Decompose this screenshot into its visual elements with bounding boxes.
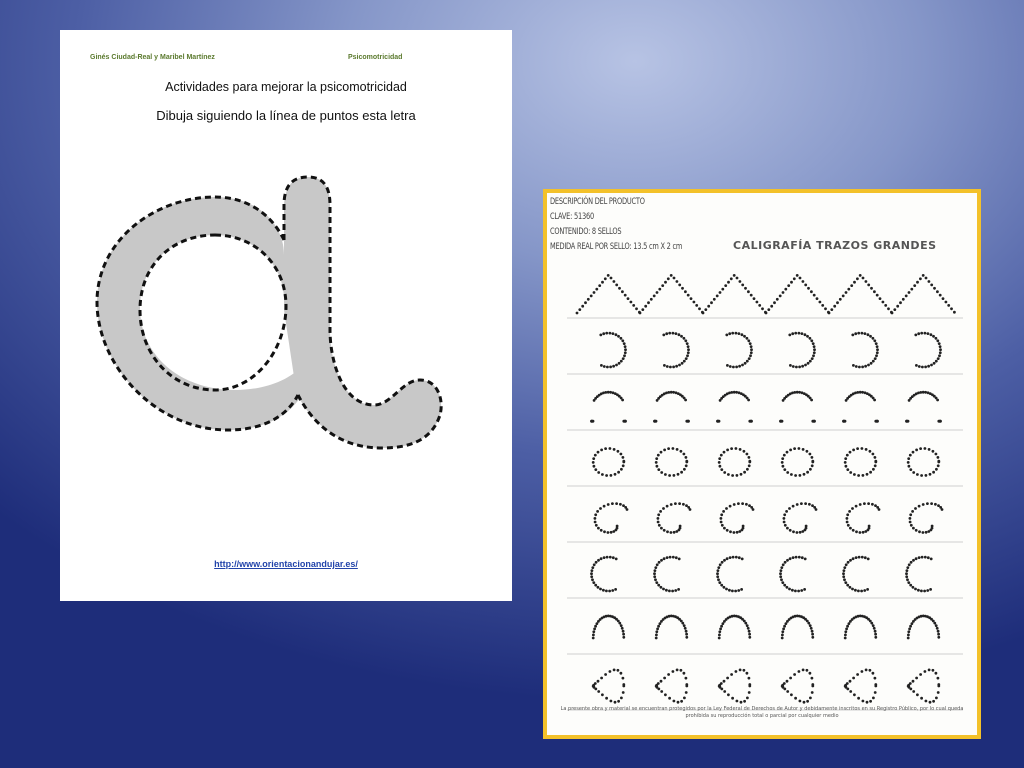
product-content-line: CONTENIDO: 8 SELLOS	[550, 227, 622, 237]
tracing-row-arch	[567, 391, 963, 430]
worksheet-letter-a	[60, 30, 512, 601]
worksheet-calligraphy	[543, 189, 981, 739]
tracing-row-zigzag	[567, 274, 963, 318]
tracing-row-diagonal-loop	[567, 502, 963, 542]
subject-header: Psicomotricidad	[348, 54, 403, 61]
worksheet-title: Actividades para mejorar la psicomotricidad	[165, 80, 407, 94]
tracing-patterns	[547, 193, 977, 735]
calligraphy-title: CALIGRAFÍA TRAZOS GRANDES	[733, 239, 937, 252]
letter-a-tracing-icon	[60, 30, 512, 601]
tracing-row-loop	[567, 447, 963, 486]
product-code-line: CLAVE: 51360	[550, 212, 594, 222]
product-description-line: DESCRIPCIÓN DEL PRODUCTO	[550, 197, 645, 207]
tracing-row-c-curve	[567, 332, 963, 374]
tracing-row-inverted-u	[567, 615, 963, 655]
tracing-row-figure-eight	[567, 669, 963, 711]
copyright-notice: La presente obra y material se encuentran protegidos por la Ley Federal de Derechos de Autor y debidamente inscritos en su Registro Público, por lo cual queda prohibida su reproducción total o parcial por cualquier medio	[560, 706, 964, 719]
authors-header: Ginés Ciudad-Real y Maribel Martínez	[90, 54, 215, 61]
calligraphy-sheet-body	[547, 193, 977, 735]
tracing-row-reverse-c	[567, 556, 963, 598]
source-link[interactable]: http://www.orientacionandujar.es/	[214, 559, 358, 569]
product-size-line: MEDIDA REAL POR SELLO: 13.5 cm X 2 cm	[550, 242, 683, 252]
worksheet-instruction: Dibuja siguiendo la línea de puntos esta letra	[156, 108, 416, 123]
